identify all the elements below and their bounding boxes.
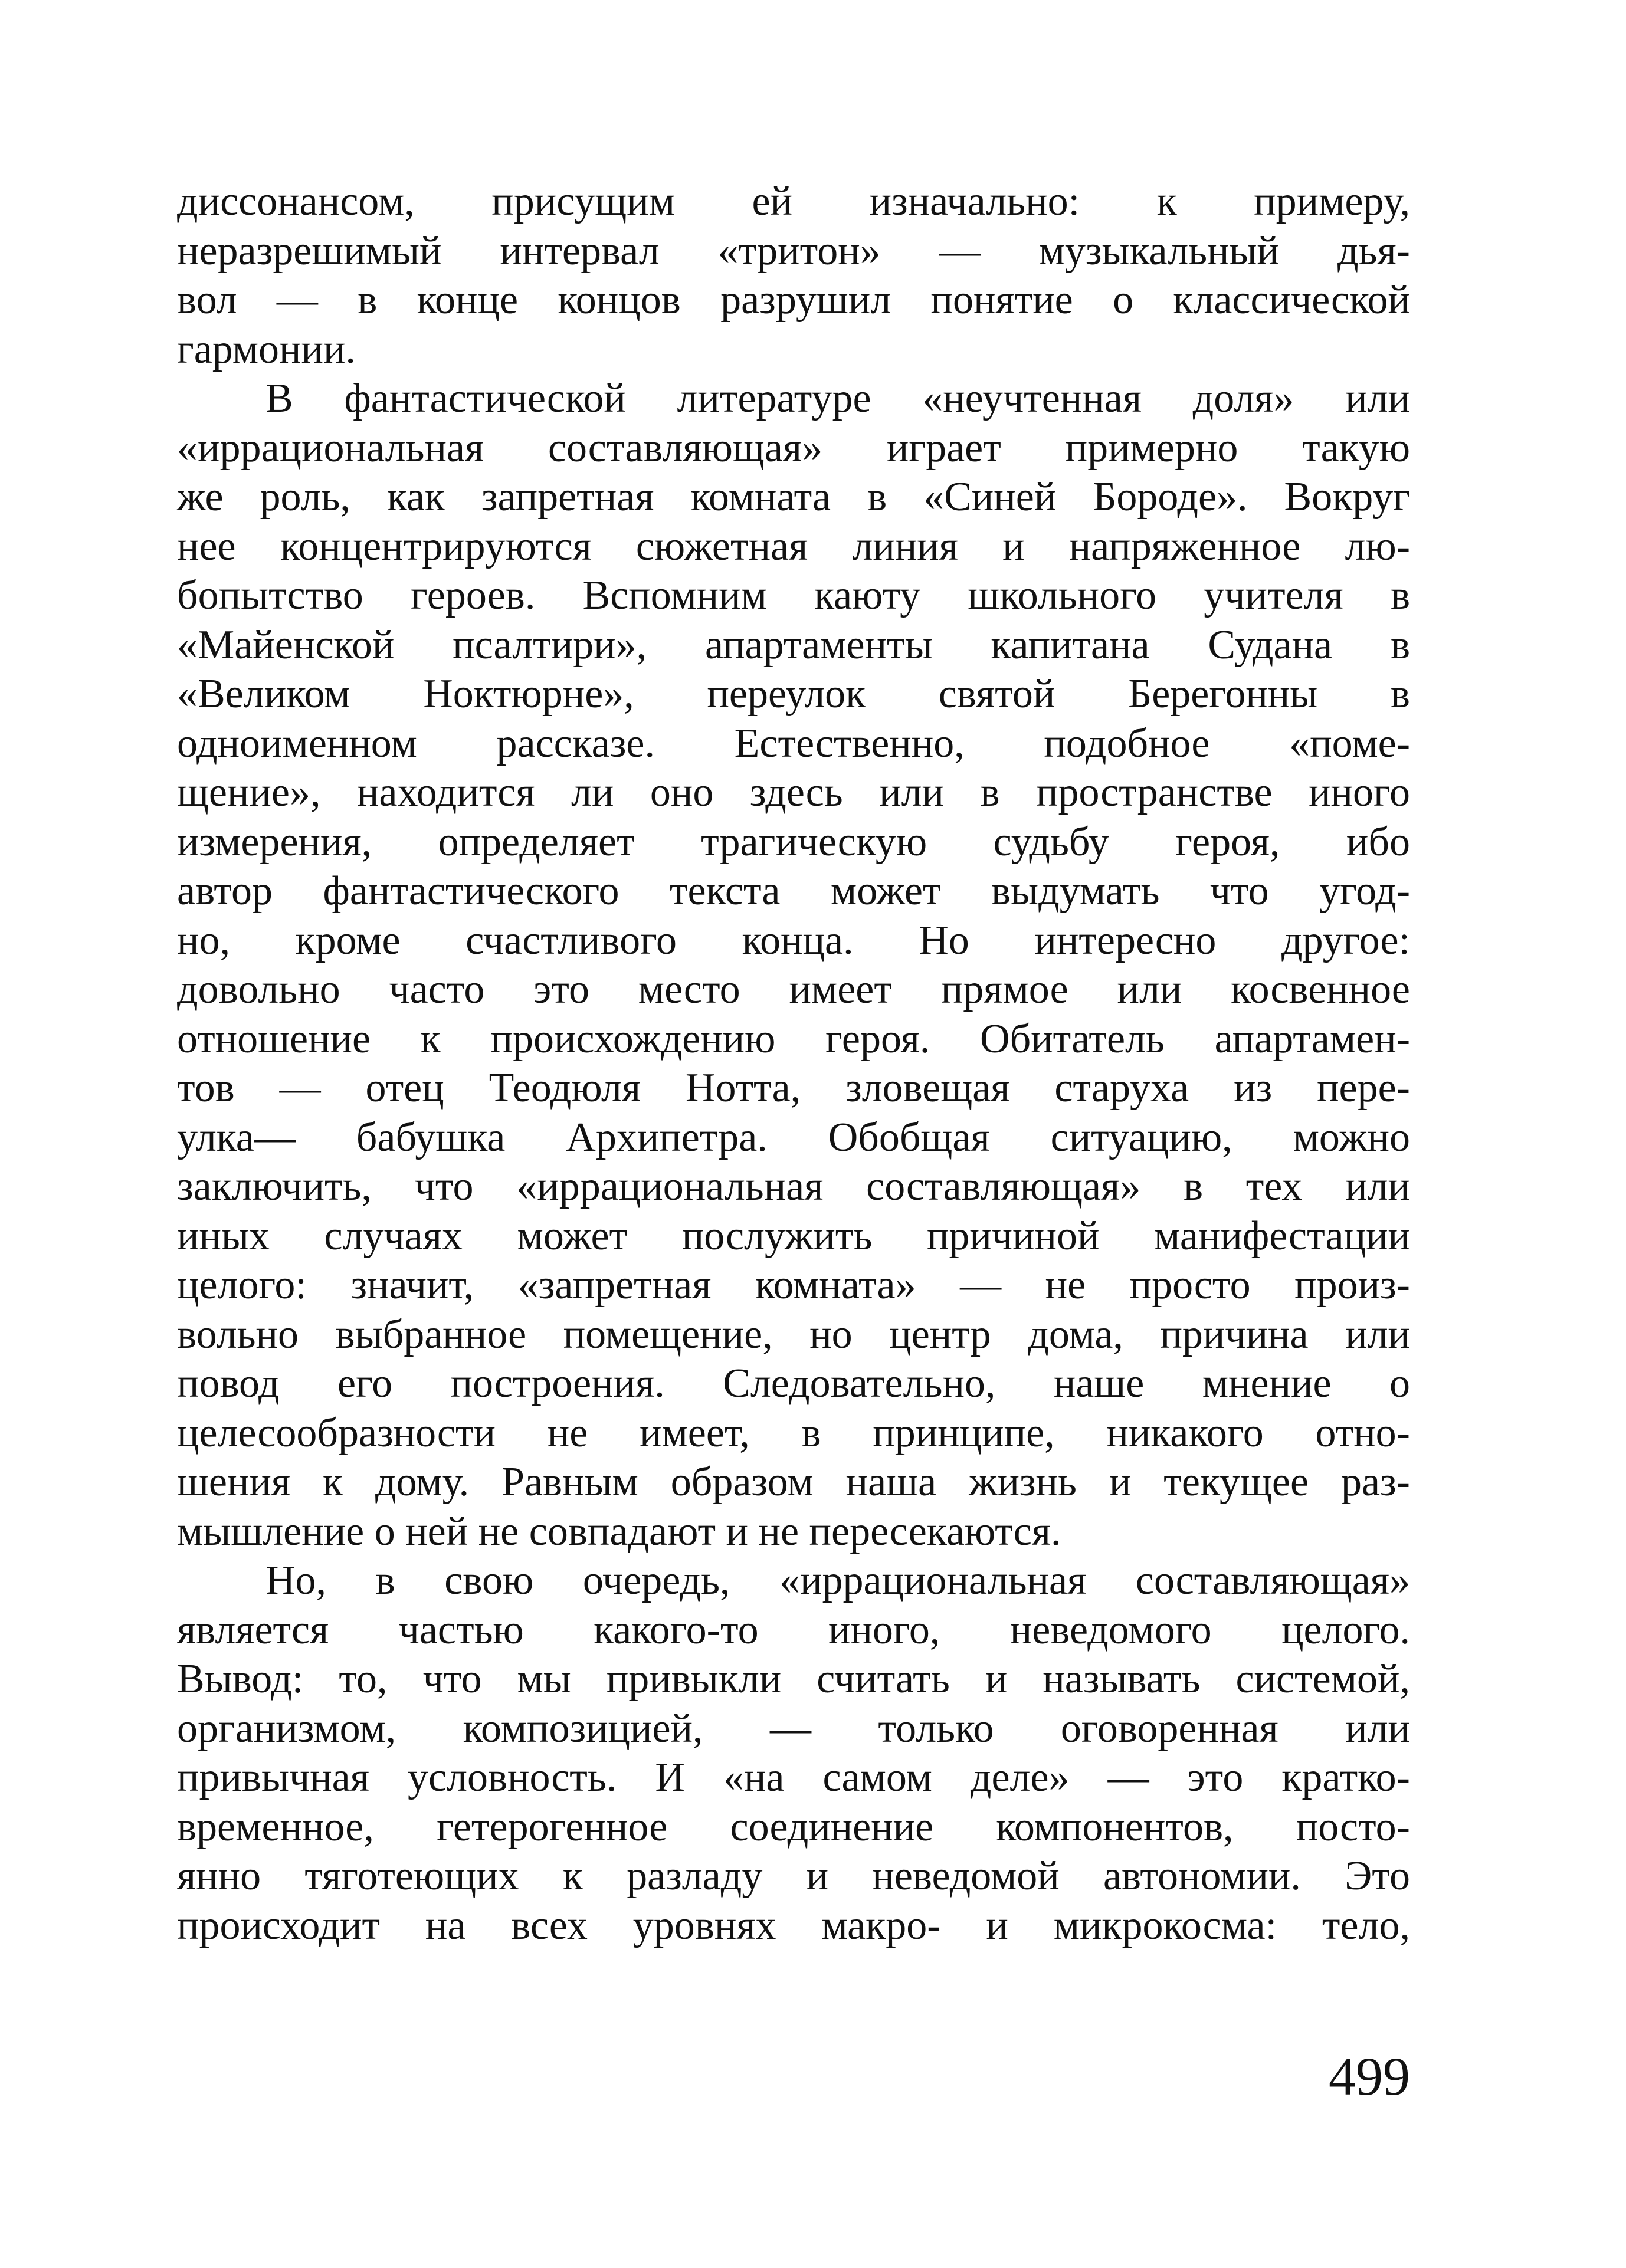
text-line: щение», находится ли оно здесь или в пространстве иного: [177, 770, 1410, 815]
text-line: является частью какого-то иного, неведомого целого.: [177, 1607, 1410, 1653]
text-line: диссонансом, присущим ей изначально: к примеру,: [177, 179, 1410, 224]
text-line: тов — отец Теодюля Нотта, зловещая старуха из пере-: [177, 1065, 1410, 1111]
text-line: же роль, как запретная комната в «Синей Бороде». Вокруг: [177, 474, 1410, 520]
text-line: «Великом Ноктюрне», переулок святой Берегонны в: [177, 671, 1410, 717]
page-number: 499: [1329, 2046, 1410, 2106]
text-line: измерения, определяет трагическую судьбу героя, ибо: [177, 819, 1410, 865]
text-line: целесообразности не имеет, в принципе, никакого отно-: [177, 1410, 1410, 1456]
text-line: заключить, что «иррациональная составляющая» в тех или: [177, 1164, 1410, 1209]
text-line: повод его построения. Следовательно, наше мнение о: [177, 1361, 1410, 1406]
text-line: бопытство героев. Вспомним каюту школьного учителя в: [177, 573, 1410, 618]
text-line: организмом, композицией, — только оговоренная или: [177, 1705, 1410, 1751]
text-line: происходит на всех уровнях макро- и микрокосма: тело,: [177, 1902, 1410, 1948]
text-line: улка— бабушка Архипетра. Обобщая ситуацию, можно: [177, 1114, 1410, 1160]
text-line: В фантастической литературе «неучтенная доля» или: [265, 376, 1410, 421]
text-line: отношение к происхождению героя. Обитатель апартамен-: [177, 1016, 1410, 1062]
text-line: вольно выбранное помещение, но центр дома, причина или: [177, 1311, 1410, 1357]
text-line: «иррациональная составляющая» играет примерно такую: [177, 425, 1410, 471]
text-line: вол — в конце концов разрушил понятие о классической: [177, 277, 1410, 323]
text-line: но, кроме счастливого конца. Но интересно другое:: [177, 917, 1410, 963]
text-line: целого: значит, «запретная комната» — не просто произ-: [177, 1262, 1410, 1308]
text-line: гармонии.: [177, 326, 356, 372]
text-line: иных случаях может послужить причиной манифестации: [177, 1213, 1410, 1259]
text-line: неразрешимый интервал «тритон» — музыкальный дья-: [177, 228, 1410, 274]
text-line: довольно часто это место имеет прямое или косвенное: [177, 967, 1410, 1012]
body-text: [177, 177, 1410, 1950]
text-line: шения к дому. Равным образом наша жизнь и текущее раз-: [177, 1459, 1410, 1505]
text-line: привычная условность. И «на самом деле» — это кратко-: [177, 1755, 1410, 1800]
text-line: янно тяготеющих к разладу и неведомой автономии. Это: [177, 1853, 1410, 1899]
text-line: одноименном рассказе. Естественно, подобное «поме-: [177, 720, 1410, 766]
text-line: временное, гетерогенное соединение компонентов, посто-: [177, 1804, 1410, 1850]
text-line: «Майенской псалтири», апартаменты капитана Судана в: [177, 622, 1410, 668]
text-line: Но, в свою очередь, «иррациональная составляющая»: [265, 1558, 1410, 1603]
text-line: нее концентрируются сюжетная линия и напряженное лю-: [177, 523, 1410, 569]
text-line: Вывод: то, что мы привыкли считать и называть системой,: [177, 1656, 1410, 1702]
text-line: мышление о ней не совпадают и не пересекаются.: [177, 1508, 1061, 1554]
text-line: автор фантастического текста может выдумать что угод-: [177, 868, 1410, 914]
